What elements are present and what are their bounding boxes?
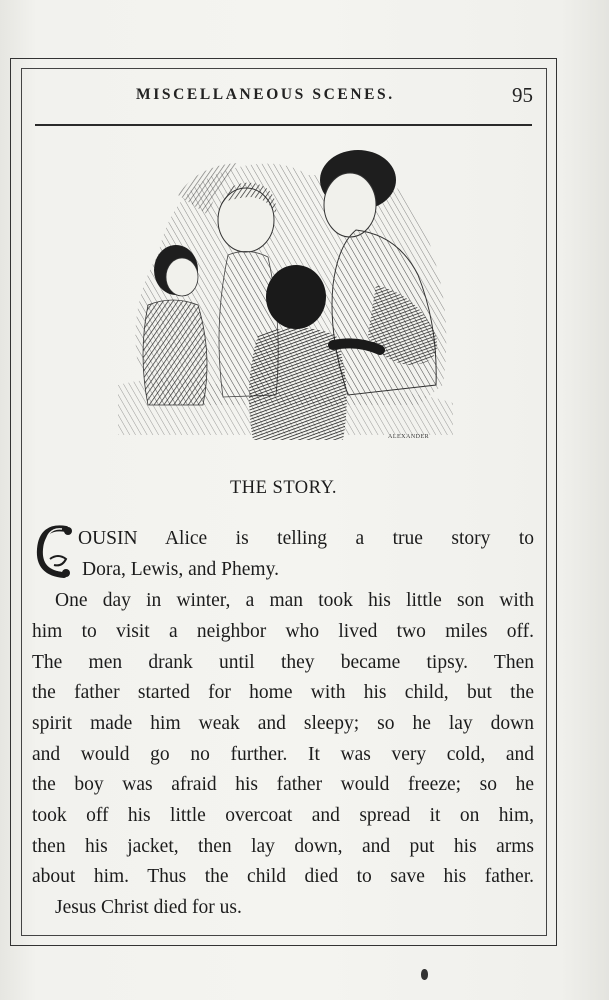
story-line-2: Dora, Lewis, and Phemy. bbox=[82, 559, 279, 580]
story-line-5: The men drank until they became tipsy. Then bbox=[32, 652, 534, 673]
story-line-9: the boy was afraid his father would freeze; so he bbox=[32, 774, 534, 795]
header-rule bbox=[35, 124, 532, 126]
drop-cap-ornament bbox=[32, 519, 76, 583]
story-line-6: the father started for home with his child, but the bbox=[32, 682, 534, 703]
story-line-1: OUSIN Alice is telling a true story to bbox=[78, 528, 534, 549]
engraver-signature: ALEXANDER bbox=[388, 434, 430, 440]
story-line-8: and would go no further. It was very cold, and bbox=[32, 744, 534, 765]
story-line-7: spirit made him weak and sleepy; so he lay down bbox=[32, 713, 534, 734]
story-line-13: Jesus Christ died for us. bbox=[55, 897, 242, 918]
running-head: MISCELLANEOUS SCENES. bbox=[136, 86, 395, 103]
page-number: 95 bbox=[512, 83, 533, 107]
ink-blot bbox=[421, 969, 428, 980]
engraving-illustration bbox=[118, 135, 458, 450]
story-line-3: One day in winter, a man took his little son with bbox=[55, 590, 534, 611]
story-line-10: took off his little overcoat and spread it on him, bbox=[32, 805, 534, 826]
story-line-11: then his jacket, then lay down, and put his arms bbox=[32, 836, 534, 857]
story-title: THE STORY. bbox=[229, 478, 338, 498]
story-line-4: him to visit a neighbor who lived two miles off. bbox=[32, 621, 534, 642]
story-line-12: about him. Thus the child died to save his father. bbox=[32, 866, 534, 887]
